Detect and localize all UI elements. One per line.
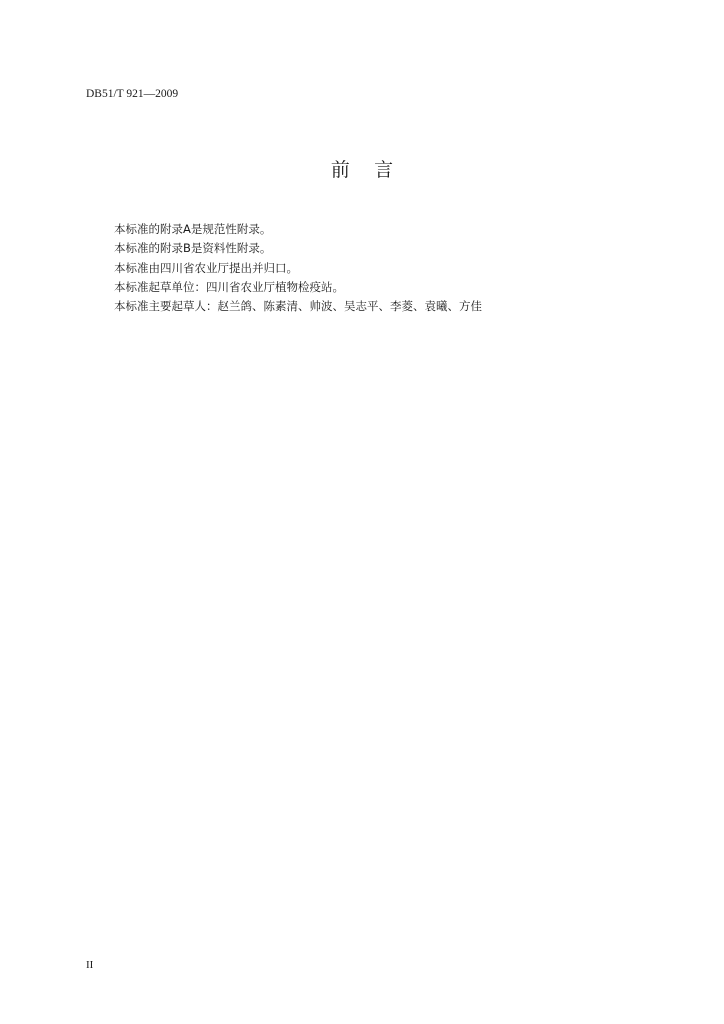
foreword-line-annex-b: 本标准的附录B是资料性附录。: [114, 241, 272, 256]
foreword-body: [114, 220, 482, 316]
document-code: DB51/T 921—2009: [86, 88, 179, 100]
page-number: II: [86, 959, 94, 971]
foreword-line-proposer: 本标准由四川省农业厅提出并归口。: [114, 260, 298, 275]
foreword-line-drafters: 本标准主要起草人：赵兰鸽、陈素清、帅波、吴志平、李菱、袁曦、方佳: [114, 299, 482, 314]
foreword-line-drafting-unit: 本标准起草单位：四川省农业厅植物检疫站。: [114, 279, 344, 294]
foreword-line-annex-a: 本标准的附录A是规范性附录。: [114, 222, 272, 236]
page-title: 前 言: [330, 159, 394, 181]
